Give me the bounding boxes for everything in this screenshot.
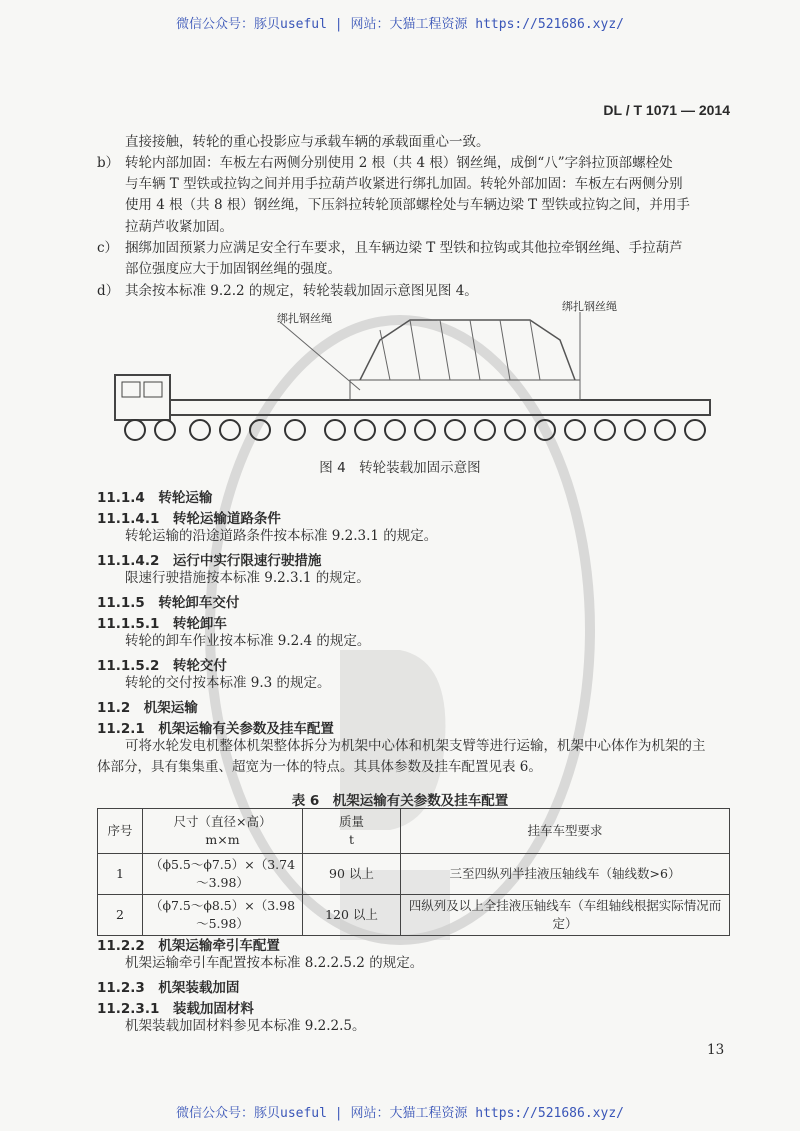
document-code-header: DL / T 1071 — 2014 [603,102,730,118]
wheel-icon [535,420,555,440]
section-heading: 11.2.3 机架装载加固 [97,980,240,996]
table-header-row [98,809,730,854]
paragraph-line: 捆绑加固预紧力应满足安全行车要求，且车辆边梁 T 型铁和拉钩或其他拉牵钢丝绳、手拉葫芦 [125,240,683,256]
wheel-icon [155,420,175,440]
wheel-icon [220,420,240,440]
paragraph-line: c） [97,240,119,256]
paragraph-line: 机架运输牵引车配置按本标准 8.2.2.5.2 的规定。 [125,955,424,971]
section-heading: 11.2.3.1 装载加固材料 [97,1001,254,1017]
paragraph-line: 限速行驶措施按本标准 9.2.3.1 的规定。 [125,570,370,586]
section-heading: 11.1.5.2 转轮交付 [97,658,227,674]
figure-label-left: 绑扎钢丝绳 [277,312,332,325]
paragraph-line: 与车辆 T 型铁或拉钩之间并用手拉葫芦收紧进行绑扎加固。转轮外部加固：车板左右两侧分别 [125,176,683,192]
figure-caption: 图 4 转轮装载加固示意图 [319,460,481,476]
paragraph-line: 体部分，具有集集重、超宽为一体的特点。其具体参数及挂车配置见表 6。 [97,759,542,775]
wheel-icon [595,420,615,440]
watermark-bottom: 微信公众号：豚贝useful | 网站：大猫工程资源 https://521686.xyz/ [176,1106,624,1121]
section-heading: 11.2.1 机架运输有关参数及挂车配置 [97,721,334,737]
cell: 1 [98,854,143,895]
header-size: 尺寸（直径×高） m×m [143,809,303,854]
paragraph-line: 拉葫芦收紧加固。 [125,219,233,235]
wheel-icon [505,420,525,440]
header-index: 序号 [98,809,143,854]
wheel-icon [355,420,375,440]
table-row [98,895,730,936]
header-trailer: 挂车车型要求 [401,809,730,854]
cell: 四纵列及以上全挂液压轴线车（车组轴线根据实际情况而定） [401,895,730,936]
runner-loading-figure [110,300,720,450]
paragraph-line: 使用 4 根（共 8 根）钢丝绳，下压斜拉转轮顶部螺栓处与车辆边梁 T 型铁或拉钩之间，并用手 [125,197,690,213]
cell: 120 以上 [303,895,401,936]
wheel-icon [655,420,675,440]
paragraph-line: 机架装载加固材料参见本标准 9.2.2.5。 [125,1018,366,1034]
table-row [98,854,730,895]
frame-parameters-table [97,808,730,936]
cell: （ϕ5.5～ϕ7.5）×（3.74～3.98） [143,854,303,895]
header-mass: 质量 t [303,809,401,854]
cell: 三至四纵列半挂液压轴线车（轴线数>6） [401,854,730,895]
wheel-icon [190,420,210,440]
paragraph-line: d） [97,283,120,299]
wheel-icon [475,420,495,440]
paragraph-line: 转轮的交付按本标准 9.3 的规定。 [125,675,331,691]
wheel-icon [325,420,345,440]
paragraph-line: 转轮运输的沿途道路条件按本标准 9.2.3.1 的规定。 [125,528,438,544]
cell: 2 [98,895,143,936]
paragraph-line: 部位强度应大于加固钢丝绳的强度。 [125,261,341,277]
table-caption: 表 6 机架运输有关参数及挂车配置 [291,793,509,809]
page-number: 13 [707,1042,725,1058]
paragraph-line: 转轮的卸车作业按本标准 9.2.4 的规定。 [125,633,371,649]
section-heading: 11.1.4.1 转轮运输道路条件 [97,511,281,527]
wheel-icon [385,420,405,440]
wheel-icon [250,420,270,440]
wheel-icon [125,420,145,440]
wheel-icon [415,420,435,440]
cell: （ϕ7.5～ϕ8.5）×（3.98～5.98） [143,895,303,936]
paragraph-line: 转轮内部加固：车板左右两侧分别使用 2 根（共 4 根）钢丝绳，成倒“八”字斜拉顶部螺栓处 [125,155,673,171]
cell: 90 以上 [303,854,401,895]
wheel-icon [445,420,465,440]
section-heading: 11.1.4.2 运行中实行限速行驶措施 [97,553,322,569]
wheel-icon [565,420,585,440]
section-heading: 11.1.4 转轮运输 [97,490,213,506]
paragraph-line: b） [97,155,120,171]
watermark-top: 微信公众号：豚贝useful | 网站：大猫工程资源 https://521686.xyz/ [176,17,624,32]
section-heading: 11.2.2 机架运输牵引车配置 [97,938,280,954]
figure-label-right: 绑扎钢丝绳 [562,300,617,313]
wheel-icon [285,420,305,440]
paragraph-line: 直接接触，转轮的重心投影应与承载车辆的承载面重心一致。 [125,134,490,150]
section-heading: 11.2 机架运输 [97,700,198,716]
paragraph-line: 可将水轮发电机整体机架整体拆分为机架中心体和机架支臂等进行运输，机架中心体作为机架的主 [125,738,706,754]
wheel-icon [625,420,645,440]
section-heading: 11.1.5.1 转轮卸车 [97,616,227,632]
paragraph-line: 其余按本标准 9.2.2 的规定，转轮装载加固示意图见图 4。 [125,283,478,299]
section-heading: 11.1.5 转轮卸车交付 [97,595,240,611]
wheel-icon [685,420,705,440]
